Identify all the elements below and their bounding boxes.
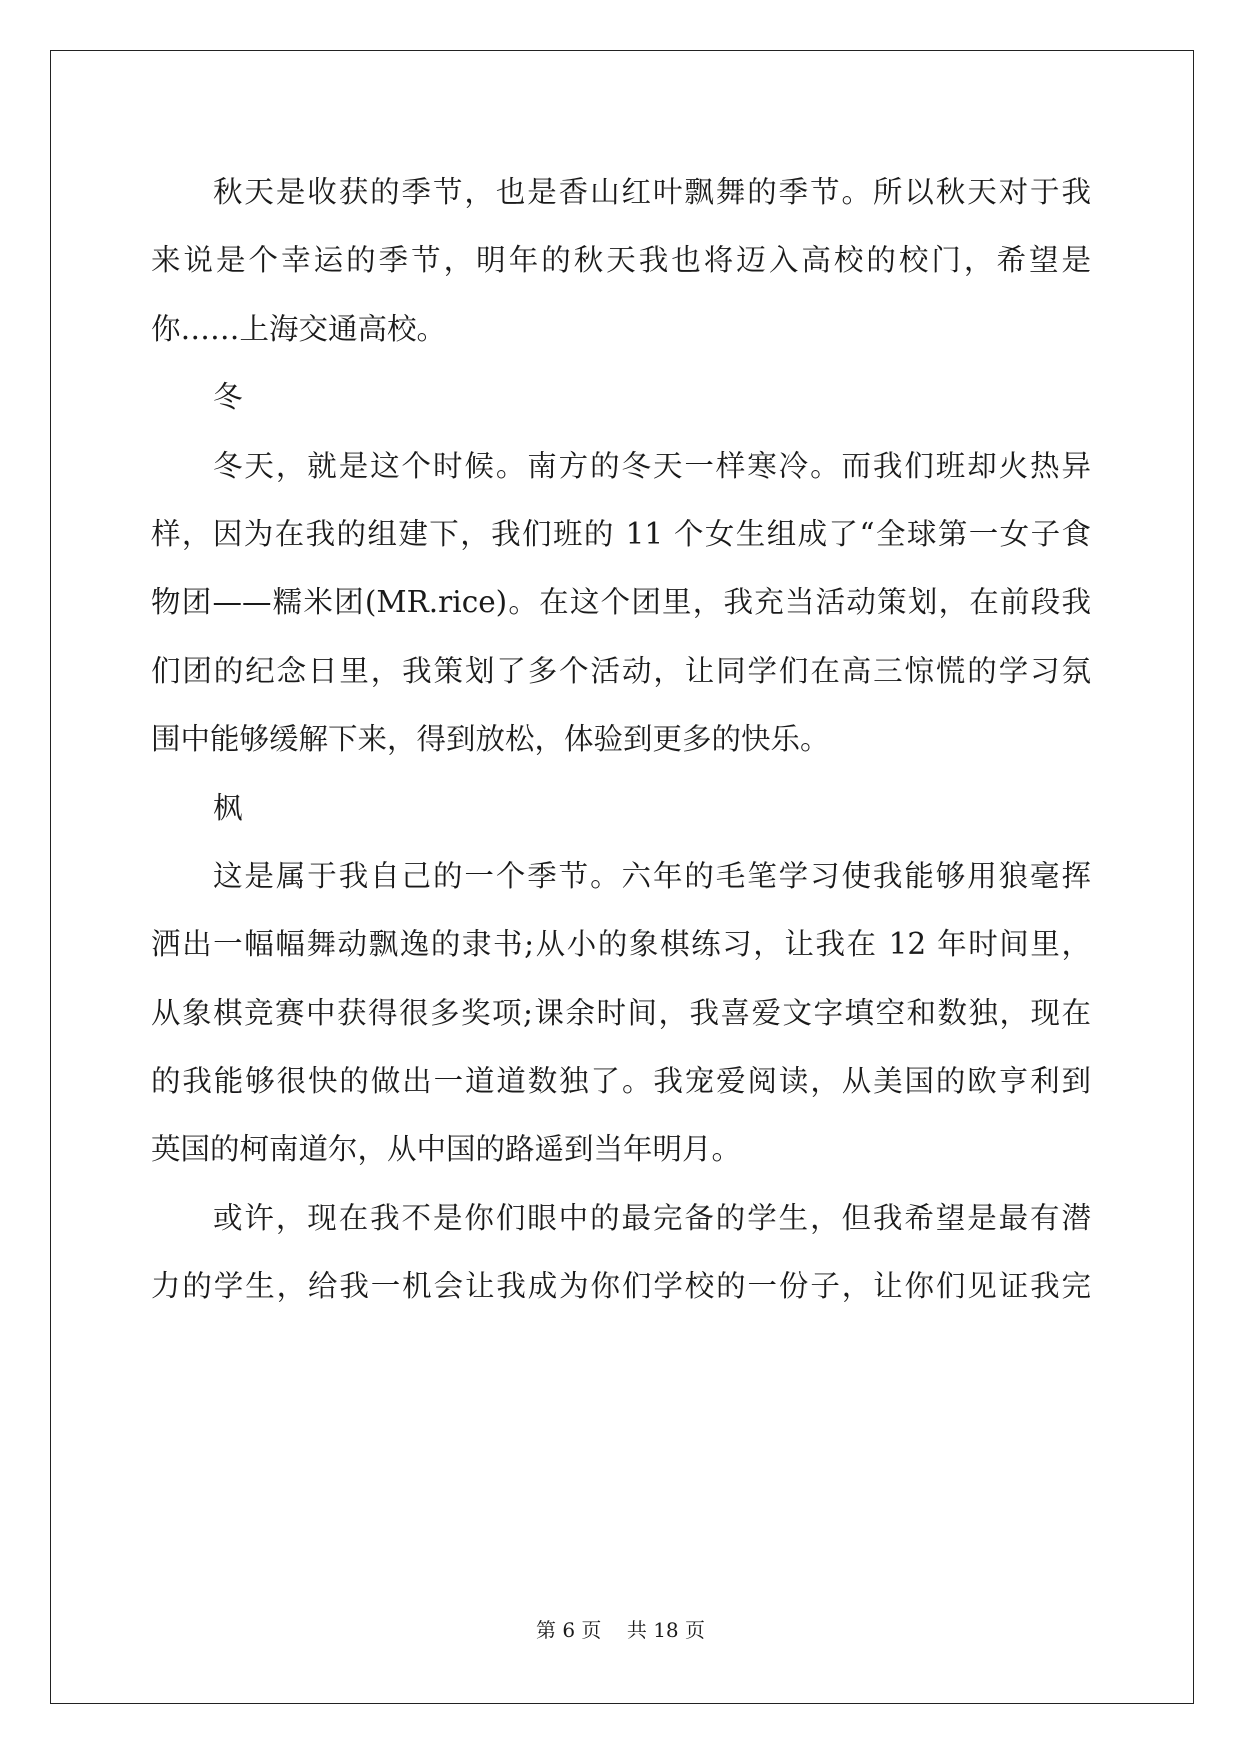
page-number-label: 第 6 页 共 18 页 <box>535 1618 706 1642</box>
text-line: 从象棋竞赛中获得很多奖项;课余时间，我喜爱文字填空和数独，现在 <box>151 995 1091 1030</box>
text-line: 力的学生，给我一机会让我成为你们学校的一份子，让你们见证我完 <box>151 1269 1091 1304</box>
text-line: 英国的柯南道尔，从中国的路遥到当年明月。 <box>151 1132 742 1167</box>
section-heading: 冬 <box>213 380 243 415</box>
text-line: 或许，现在我不是你们眼中的最完备的学生，但我希望是最有潜 <box>213 1200 1091 1235</box>
text-line: 围中能够缓解下来，得到放松，体验到更多的快乐。 <box>151 722 830 757</box>
text-line: 来说是个幸运的季节，明年的秋天我也将迈入高校的校门，希望是 <box>151 243 1091 278</box>
text-line: 冬天，就是这个时候。南方的冬天一样寒冷。而我们班却火热异 <box>213 448 1091 483</box>
text-line: 洒出一幅幅舞动飘逸的隶书;从小的象棋练习，让我在 12 年时间里， <box>151 927 1091 962</box>
page-footer <box>0 1618 1241 1642</box>
text-line: 物团——糯米团(MR.rice)。在这个团里，我充当活动策划，在前段我 <box>151 585 1091 620</box>
text-line: 这是属于我自己的一个季节。六年的毛笔学习使我能够用狼毫挥 <box>213 858 1091 893</box>
text-line: 样，因为在我的组建下，我们班的 11 个女生组成了“全球第一女子食 <box>151 516 1091 551</box>
text-line: 秋天是收获的季节，也是香山红叶飘舞的季节。所以秋天对于我 <box>213 175 1091 209</box>
text-line: 们团的纪念日里，我策划了多个活动，让同学们在高三惊慌的学习氛 <box>151 653 1091 688</box>
text-line: 你……上海交通高校。 <box>151 311 447 346</box>
section-heading: 枫 <box>213 790 243 825</box>
document-body <box>151 158 1091 1321</box>
text-line: 的我能够很快的做出一道道数独了。我宠爱阅读，从美国的欧亨利到 <box>151 1064 1091 1099</box>
